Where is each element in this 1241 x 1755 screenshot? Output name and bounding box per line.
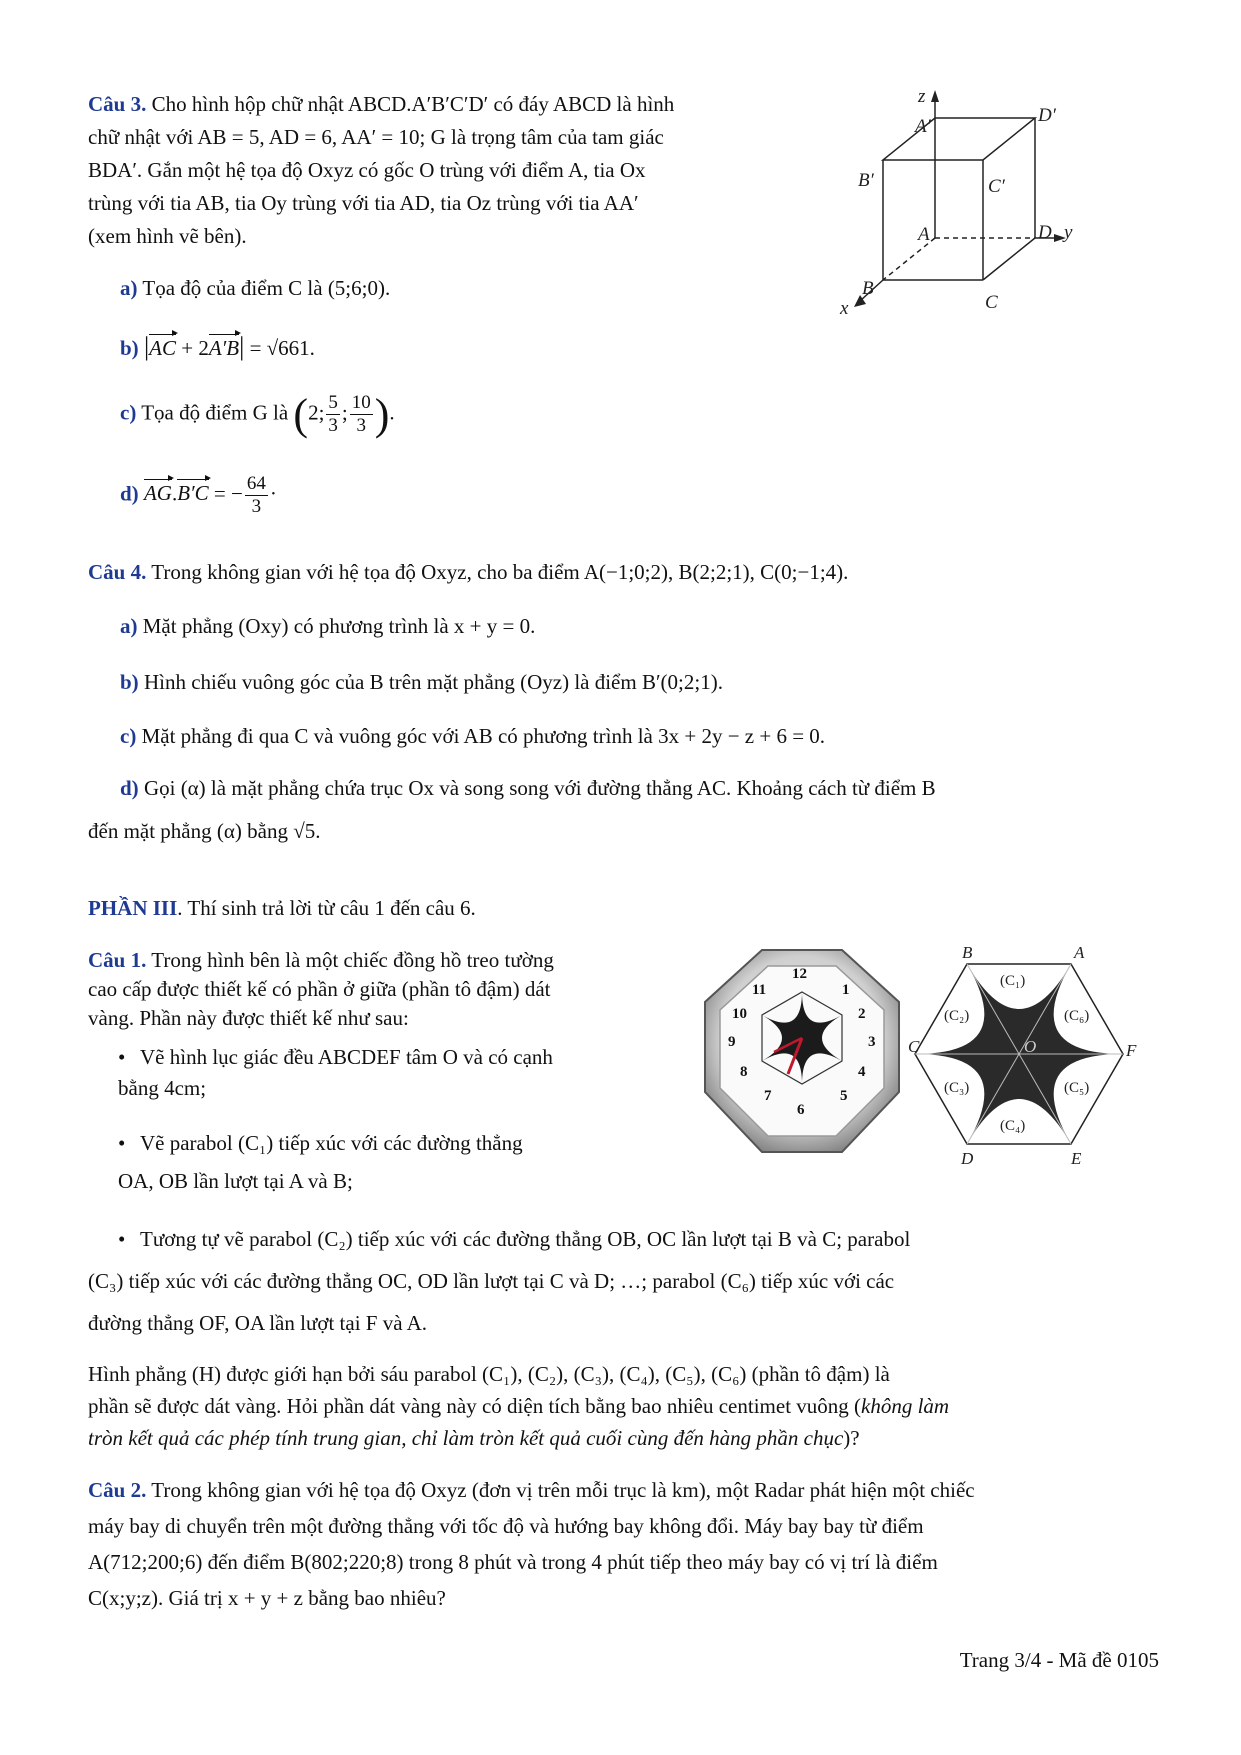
page-footer: Trang 3/4 - Mã đề 0105 (959, 1648, 1159, 1672)
edge-CD (983, 238, 1035, 280)
label-D-prime: D′ (1038, 105, 1056, 126)
q4-option-c: c) Mặt phẳng đi qua C và vuông góc với AB có phương trình là 3x + 2y − z + 6 = 0. (120, 724, 826, 748)
curve-label-C4: (C₄) (1000, 1118, 1026, 1134)
label-A-prime: A′ (915, 116, 931, 137)
curve-label-C6: (C₆) (1064, 1008, 1090, 1024)
clock-image (692, 942, 912, 1172)
hexagon-diagram (908, 942, 1150, 1172)
q3-line-4: trùng với tia AB, tia Oy trùng với tia AD, tia Oz trùng với tia AA′ (88, 191, 639, 215)
label-x: x (840, 298, 849, 319)
label-B-prime: B′ (858, 170, 874, 191)
q3-option-d: d) AG.B′C = − $\frac{64}{3}$ · (120, 473, 277, 517)
hex-label-C: C (908, 1037, 920, 1056)
curve-label-C2: (C₂) (944, 1008, 970, 1024)
q3-label: Câu 3. (88, 92, 147, 116)
p3q1-bullet-2: • Vẽ parabol (C₁) tiếp xúc với các đường thẳng OA, OB lần lượt tại A và B; (118, 1131, 523, 1193)
hex-label-B: B (962, 943, 973, 962)
clock-number-6: 6 (797, 1102, 805, 1118)
clock-number-8: 8 (740, 1064, 748, 1080)
clock-number-1: 1 (842, 982, 850, 998)
clock-number-4: 4 (858, 1064, 866, 1080)
hex-label-A: A (1074, 943, 1085, 962)
q4-option-a: a) Mặt phẳng (Oxy) có phương trình là x + y = 0. (120, 614, 536, 638)
label-y: y (1064, 222, 1073, 243)
clock-number-12: 12 (792, 966, 807, 982)
q3-stem (88, 88, 826, 253)
q3-option-c: c) Tọa độ điểm G là (2; $\frac{5}{3}$ ; $\frac{10}{3}$ ). (120, 390, 395, 439)
q3-line-5: (xem hình vẽ bên). (88, 224, 247, 248)
p3q1-bullet-3: • Tương tự vẽ parabol (C₂) tiếp xúc với các đường thẳng OB, OC lần lượt tại B và C; parabol (C₃) tiếp xúc với các đường thẳng OC, OD lần lượt tại C và D; …; parabol (C₆) tiếp xúc với các đường thẳng OF, OA lần lượt tại F và A. (88, 1227, 911, 1335)
p3q1-question: Hình phẳng (H) được giới hạn bởi sáu parabol (C₁), (C₂), (C₃), (C₄), (C₅), (C₆) (phần tô đậm) là phần sẽ được dát vàng. Hỏi phần dát vàng này có diện tích bằng bao nhiêu centimet vuông (không làm tròn kết quả các phép tính trung gian, chỉ làm tròn kết quả cuối cùng đến hàng phần chục)? (88, 1362, 950, 1450)
q4-option-b: b) Hình chiếu vuông góc của B trên mặt phẳng (Oyz) là điểm B′(0;2;1). (120, 670, 723, 694)
p3q1-bullet-1: • Vẽ hình lục giác đều ABCDEF tâm O và có cạnh bằng 4cm; (118, 1045, 553, 1100)
hex-label-O: O (1024, 1037, 1037, 1056)
label-B: B (862, 278, 874, 299)
q3-line-1: Cho hình hộp chữ nhật ABCD.A′B′C′D′ có đáy ABCD là hình (151, 92, 675, 116)
label-D: D (1038, 222, 1052, 243)
hex-label-E: E (1071, 1149, 1082, 1168)
clock-number-9: 9 (728, 1034, 736, 1050)
hex-label-F: F (1126, 1041, 1137, 1060)
label-C: C (985, 292, 998, 313)
curve-label-C1: (C₁) (1000, 973, 1026, 989)
cube-figure (840, 88, 1120, 358)
top-face (883, 118, 1035, 160)
q3-line-3: BDA′. Gắn một hệ tọa độ Oxyz có gốc O trùng với điểm A, tia Ox (88, 158, 646, 182)
z-arrow (931, 90, 939, 102)
q4-option-d: d) Gọi (α) là mặt phẳng chứa trục Ox và song song với đường thẳng AC. Khoảng cách từ điểm B đến mặt phẳng (α) bằng √5. (88, 776, 936, 843)
label-A: A (918, 224, 930, 245)
clock-number-11: 11 (752, 982, 767, 998)
p3q2-text: Câu 2. Trong không gian với hệ tọa độ Oxyz (đơn vị trên mỗi trục là km), một Radar phát hiện một chiếc máy bay di chuyển trên một đường thẳng với tốc độ và hướng bay không đổi. Máy bay bay từ điểm A(712;200;6) đến điểm B(802;220;8) trong 8 phút và trong 4 phút tiếp theo máy bay có vị trí là điểm C(x;y;z). Giá trị x + y + z bằng bao nhiêu? (88, 1478, 975, 1610)
q3-option-b: b) |AC + 2A′B| = √661. (120, 330, 315, 365)
curve-label-C3: (C₃) (944, 1080, 970, 1096)
clock-number-10: 10 (732, 1006, 747, 1022)
curve-label-C5: (C₅) (1064, 1080, 1090, 1096)
q3-line-2: chữ nhật với AB = 5, AD = 6, AA′ = 10; G là trọng tâm của tam giác (88, 125, 664, 149)
label-C-prime: C′ (988, 176, 1005, 197)
q4-stem: Câu 4. Trong không gian với hệ tọa độ Oxyz, cho ba điểm A(−1;0;2), B(2;2;1), C(0;−1;4). (88, 560, 849, 584)
label-z: z (918, 86, 926, 107)
q3-option-a: a) Tọa độ của điểm C là (5;6;0). (120, 276, 391, 300)
clock-number-5: 5 (840, 1088, 848, 1104)
part3-heading: PHẦN III. Thí sinh trả lời từ câu 1 đến câu 6. (88, 896, 476, 920)
clock-number-7: 7 (764, 1088, 772, 1104)
p3q1-stem: Câu 1. Trong hình bên là một chiếc đồng hồ treo tường cao cấp được thiết kế có phần ở giữa (phần tô đậm) dát vàng. Phần này được thiết kế như sau: (88, 948, 554, 1030)
hex-label-D: D (961, 1149, 974, 1168)
clock-number-2: 2 (858, 1006, 866, 1022)
clock-number-3: 3 (868, 1034, 876, 1050)
